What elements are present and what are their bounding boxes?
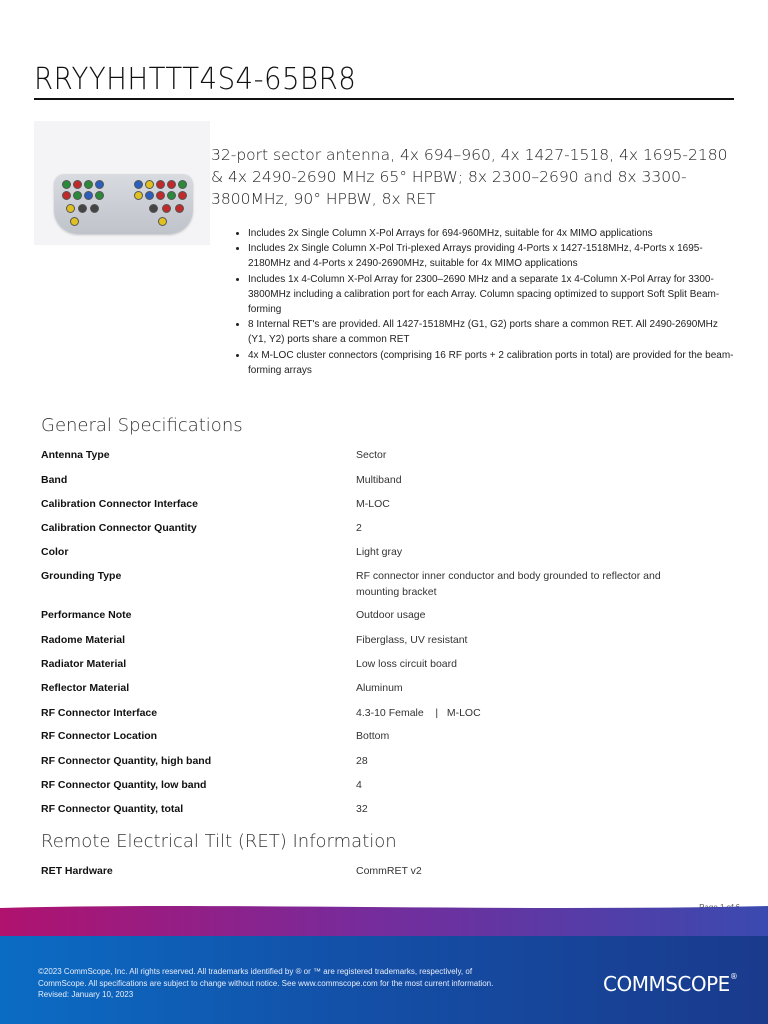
connector-icon xyxy=(167,180,176,189)
list-item: • 4x M-LOC cluster connectors (comprising 16 RF ports + 2 calibration ports in total) are provided for the beam-forming arrays xyxy=(248,348,738,378)
spec-label: RF Connector Interface xyxy=(41,707,158,719)
spec-value: 32 xyxy=(356,803,368,815)
list-item: • Includes 1x 4-Column X-Pol Array for 2300–2690 MHz and a separate 1x 4-Column X-Pol Array for 3300-3800MHz including a calibration port for each Array. Column spacing optimized to support Soft Split Beam-forming xyxy=(248,272,738,318)
feature-list xyxy=(232,226,738,378)
spec-label: Antenna Type xyxy=(41,449,110,461)
spec-label: Performance Note xyxy=(41,609,132,621)
spec-value: RF connector inner conductor and body grounded to reflector and mounting bracket xyxy=(356,570,661,598)
connector-icon xyxy=(70,217,79,226)
footer-legal-text: ©2023 CommScope, Inc. All rights reserved. All trademarks identified by ® or ™ are registered trademarks, respectively, of CommScope. All specifications are subject to change without notice. See www.commscope.com for the most current information. Revised: January 10, 2023 xyxy=(38,967,494,999)
connector-icon xyxy=(158,217,167,226)
connector-icon xyxy=(66,204,75,213)
connector-icon xyxy=(95,191,104,200)
spec-label: Grounding Type xyxy=(41,570,122,582)
connector-icon xyxy=(90,204,99,213)
spec-value: Light gray xyxy=(356,546,403,558)
spec-label: Reflector Material xyxy=(41,682,130,694)
connector-icon xyxy=(178,191,187,200)
connector-icon xyxy=(84,191,93,200)
spec-label: Band xyxy=(41,474,68,486)
spec-label: RF Connector Quantity, high band xyxy=(41,755,212,767)
product-description: 32-port sector antenna, 4x 694–960, 4x 1427-1518, 4x 1695-2180 & 4x 2490-2690 MHz 65° HPBW; 8x 2300–2690 and 8x 3300-3800MHz, 90° HPBW, 8x RET xyxy=(211,146,728,208)
spec-label: RF Connector Location xyxy=(41,730,158,742)
spec-value: Fiberglass, UV resistant xyxy=(356,634,468,646)
connector-icon xyxy=(62,180,71,189)
spec-value: Outdoor usage xyxy=(356,609,426,621)
connector-icon xyxy=(134,180,143,189)
connector-icon xyxy=(156,180,165,189)
connector-icon xyxy=(175,204,184,213)
spec-value: 2 xyxy=(356,522,362,534)
list-item: • Includes 2x Single Column X-Pol Tri-plexed Arrays providing 4-Ports x 1427-1518MHz, 4-Ports x 1695-2180MHz and 4-Ports x 2490-2690MHz, suitable for 4x MIMO applications xyxy=(248,241,738,271)
connector-icon xyxy=(134,191,143,200)
page-title: RRYYHHTTT4S4-65BR8 xyxy=(34,62,357,97)
section-heading-ret: Remote Electrical Tilt (RET) Information xyxy=(41,831,397,852)
connector-icon xyxy=(73,180,82,189)
connector-icon xyxy=(145,191,154,200)
logo-text: COMMSCOPE xyxy=(603,972,730,996)
connector-icon xyxy=(162,204,171,213)
spec-label: Calibration Connector Interface xyxy=(41,498,198,510)
connector-icon xyxy=(73,191,82,200)
spec-label: Calibration Connector Quantity xyxy=(41,522,197,534)
spec-value: 4.3-10 Female | M-LOC xyxy=(356,707,481,719)
spec-value: Aluminum xyxy=(356,682,403,694)
spec-value: CommRET v2 xyxy=(356,865,422,877)
connector-icon xyxy=(95,180,104,189)
spec-label: Radome Material xyxy=(41,634,126,646)
spec-value: 28 xyxy=(356,755,368,767)
list-item: • 8 Internal RET's are provided. All 1427-1518MHz (G1, G2) ports share a common RET. All 2490-2690MHz (Y1, Y2) ports share a common RET xyxy=(248,317,738,347)
antenna-panel xyxy=(54,174,193,234)
spec-value: Sector xyxy=(356,449,387,461)
connector-icon xyxy=(178,180,187,189)
spec-value: Multiband xyxy=(356,474,402,486)
spec-label: RF Connector Quantity, low band xyxy=(41,779,207,791)
spec-label: RET Hardware xyxy=(41,865,113,877)
connector-icon xyxy=(145,180,154,189)
spec-value: 4 xyxy=(356,779,362,791)
spec-label: Radiator Material xyxy=(41,658,127,670)
product-image xyxy=(34,121,210,245)
connector-icon xyxy=(149,204,158,213)
connector-icon xyxy=(62,191,71,200)
registered-mark: ® xyxy=(729,972,738,981)
spec-value: Bottom xyxy=(356,730,390,742)
spec-value: Low loss circuit board xyxy=(356,658,457,670)
connector-icon xyxy=(78,204,87,213)
spec-label: Color xyxy=(41,546,69,558)
connector-icon xyxy=(156,191,165,200)
list-item: • Includes 2x Single Column X-Pol Arrays for 694-960MHz, suitable for 4x MIMO applications xyxy=(248,226,738,241)
commscope-logo[interactable] xyxy=(603,972,737,996)
spec-label: RF Connector Quantity, total xyxy=(41,803,184,815)
connector-icon xyxy=(84,180,93,189)
section-heading-general: General Specifications xyxy=(41,415,243,436)
title-divider xyxy=(34,98,734,100)
spec-value: M-LOC xyxy=(356,498,390,510)
connector-icon xyxy=(167,191,176,200)
